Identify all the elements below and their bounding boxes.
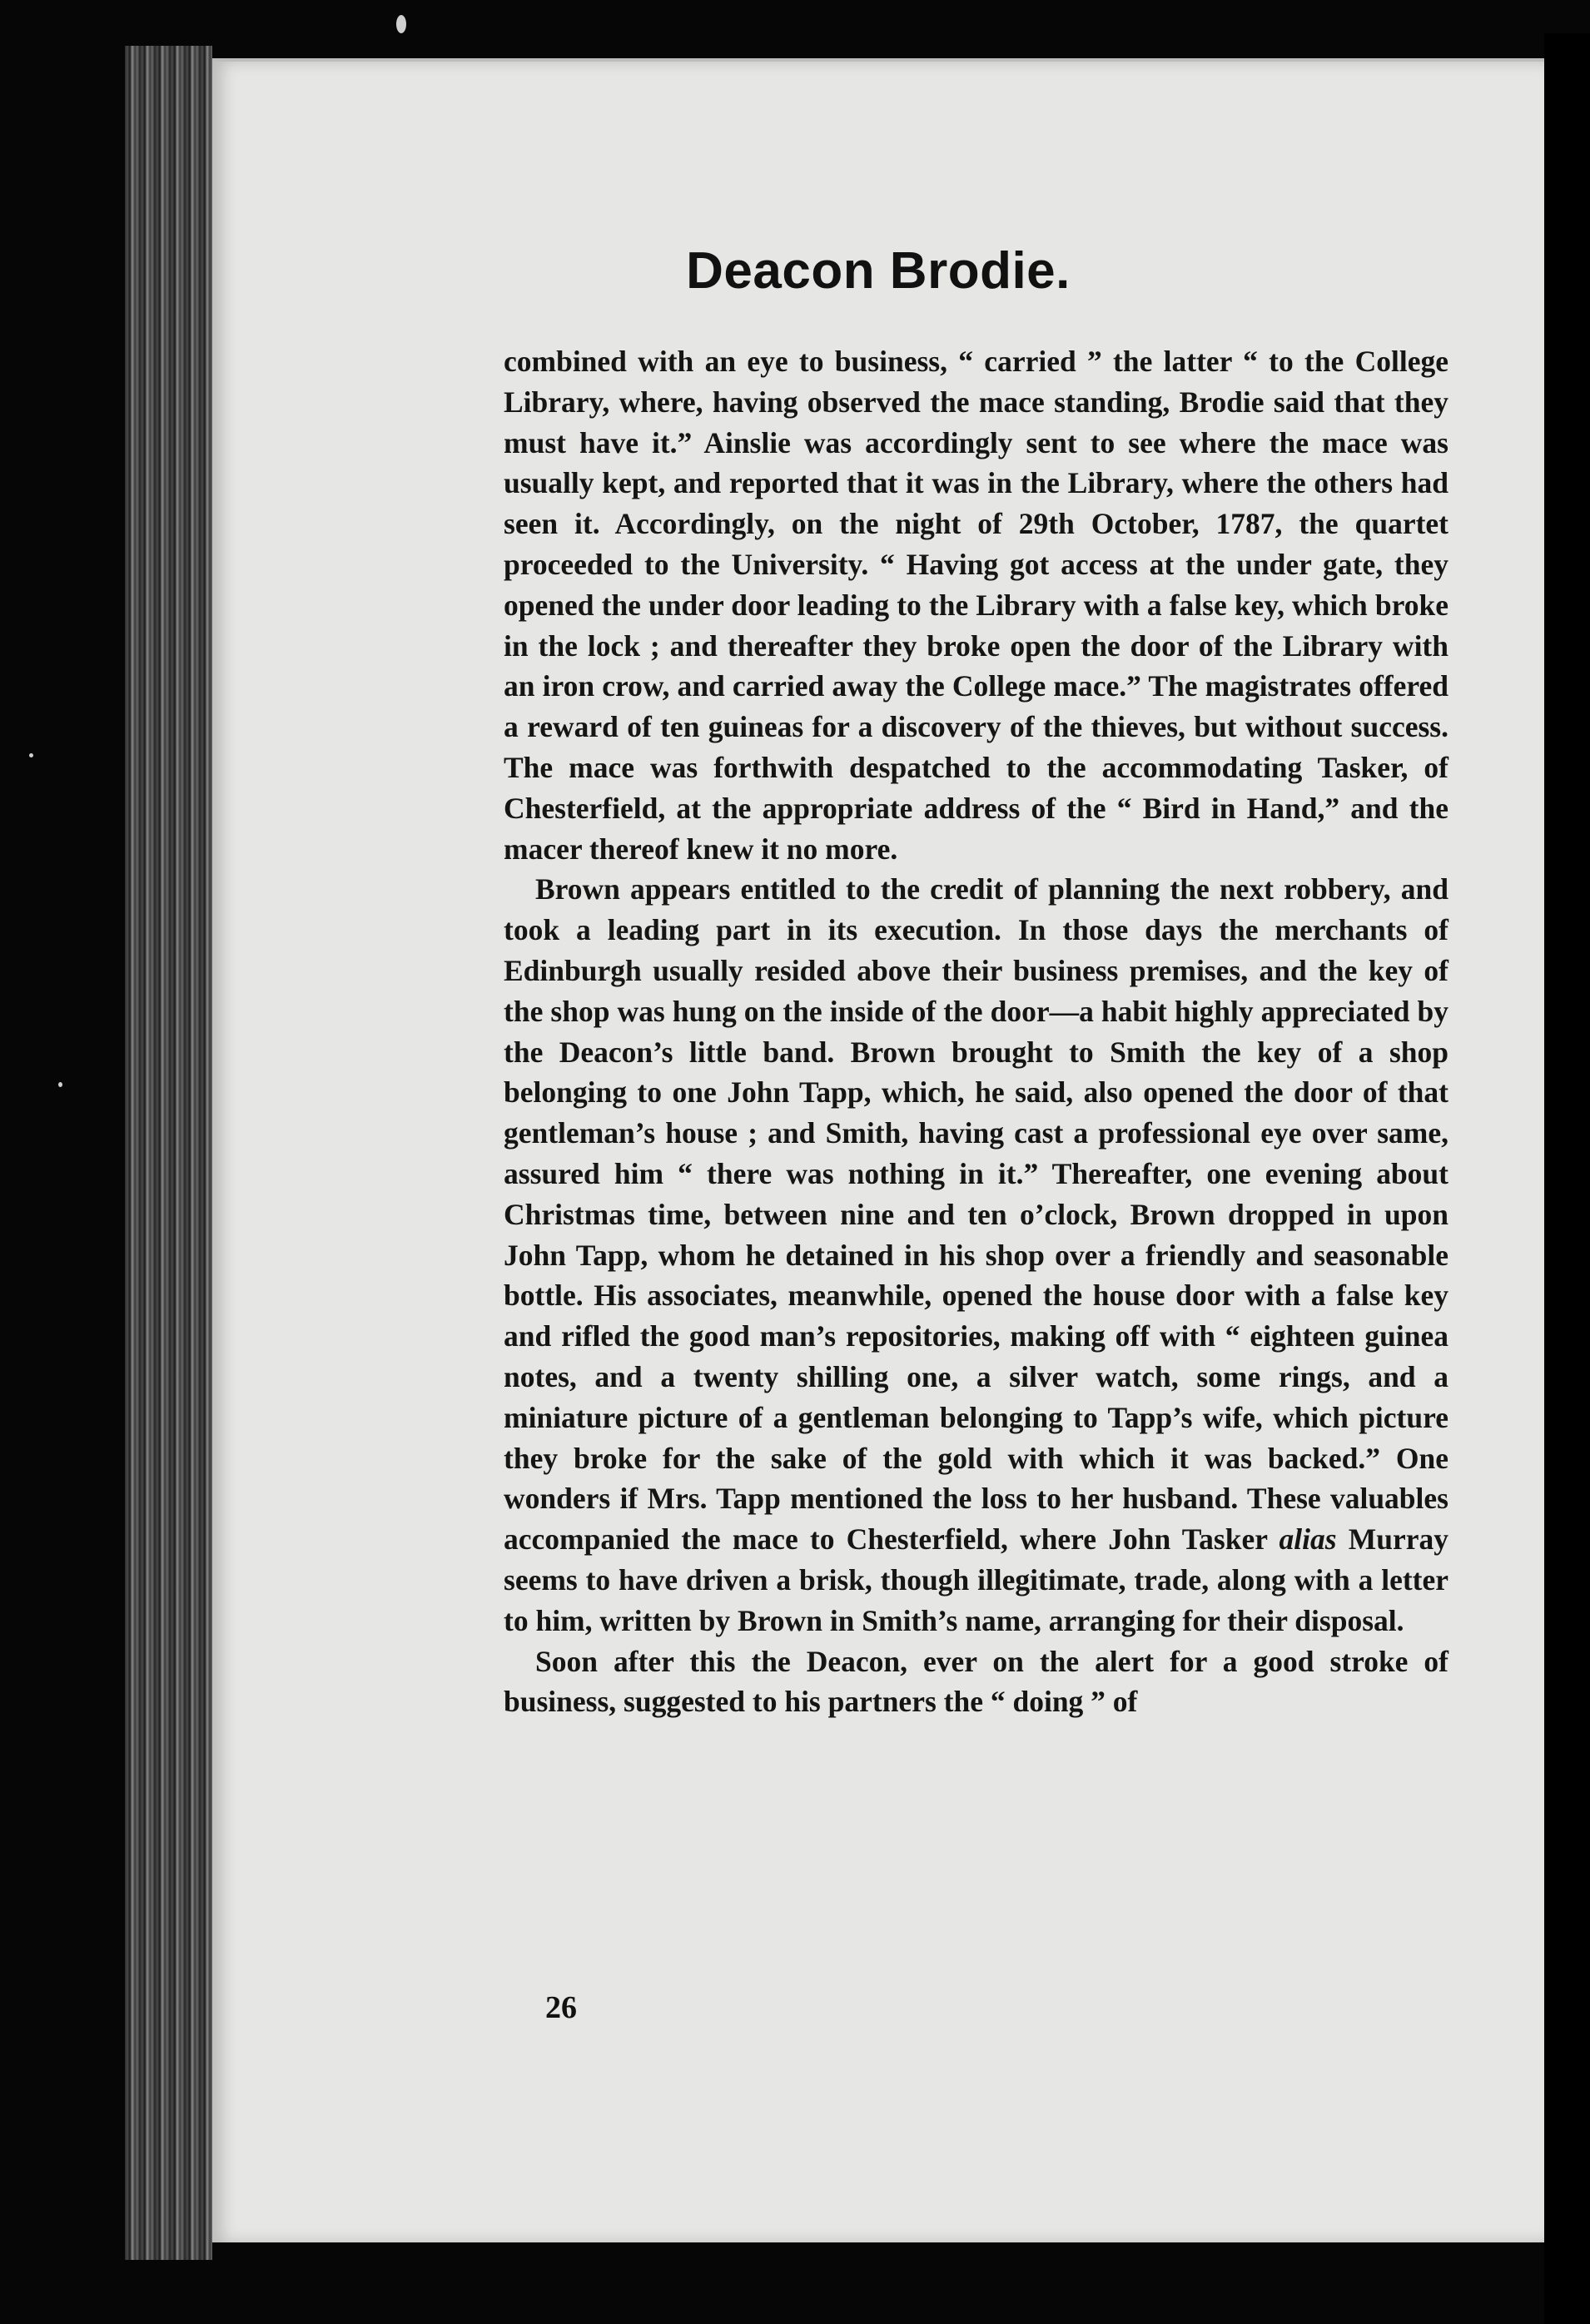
scan-speck xyxy=(58,1082,62,1087)
text-run: combined with an eye to business, “ carried ” the latter “ to the College Library, where, having observed the mace standing, Brodie said that they must have it.” Ainslie was accordingly sent to see where the mace was usually kept, and reported that it was in the Library, where the others had seen it. Accordingly, on the night of 29th October, 1787, the quartet proceeded to the University. “ Having got access at the under gate, they opened the under door leading to the Library with a false key, which broke in the lock ; and thereafter they broke open the door of the Library with an iron crow, and carried away the College mace.” The magistrates offered a reward of ten guineas for a discovery of the thieves, but without success. The mace was forthwith despatched to the accommodating Tasker, of Chesterfield, at the appropriate address of the “ Bird in Hand,” and the macer thereof knew it no more. xyxy=(504,345,1448,866)
scan-speck xyxy=(396,15,406,33)
text-run: Murray seems to have driven a brisk, though illegitimate, trade, along with a letter to him, written by Brown in Smith’s name, arranging for their disposal. xyxy=(504,1522,1449,1637)
page-right-shadow xyxy=(1544,33,1590,2324)
text-run: Soon after this the Deacon, ever on the alert for a good stroke of business, suggested to his partners the “ doing ” of xyxy=(504,1644,1448,1719)
paragraph xyxy=(504,1641,1448,1723)
text-run: Brown appears entitled to the credit of planning the next robbery, and took a leading part in its execution. In those days the merchants of Edinburgh usually resided above their business premises, and the key of the shop was hung on the inside of the door—a habit highly appreciated by the Deacon’s little band. Brown brought to Smith the key of a shop belonging to one John Tapp, which, he said, also opened the door of that gentleman’s house ; and Smith, having cast a professional eye over same, assured him “ there was nothing in it.” Thereafter, one evening about Christmas time, between nine and ten o’clock, Brown dropped in upon John Tapp, whom he detained in his shop over a friendly and seasonable bottle. His associates, meanwhile, opened the house door with a false key and rifled the good man’s repositories, making off with “ eighteen guinea notes, and a twenty shilling one, a silver watch, some rings, and a miniature picture of a gentleman belonging to Tapp’s wife, which picture they broke for the sake of the gold with which it was backed.” One wonders if Mrs. Tapp mentioned the loss to her husband. These valuables accompanied the mace to Chesterfield, where John Tasker xyxy=(504,872,1448,1557)
running-head: Deacon Brodie. xyxy=(686,242,1071,300)
book-binding-edge xyxy=(125,46,212,2260)
body-text xyxy=(504,341,1448,1722)
paragraph xyxy=(504,341,1448,869)
scan-speck xyxy=(29,753,33,757)
paragraph xyxy=(504,869,1448,1641)
page-number: 26 xyxy=(545,1990,577,2025)
italic-text: alias xyxy=(1279,1522,1337,1557)
